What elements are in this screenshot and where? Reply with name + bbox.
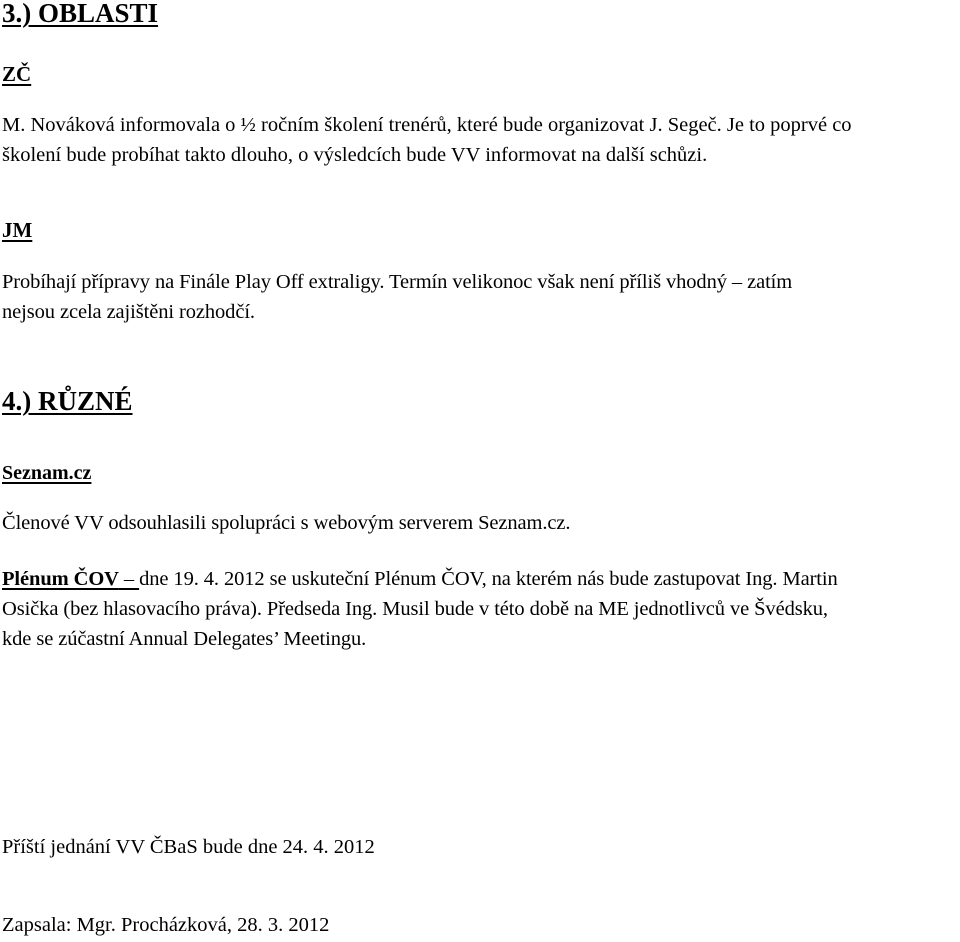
- zc-paragraph: [2, 110, 852, 170]
- plenum-paragraph: [2, 564, 838, 654]
- seznam-heading: Seznam.cz: [2, 462, 92, 484]
- jm-paragraph: [2, 267, 792, 327]
- plenum-line-3: kde se zúčastní Annual Delegates’ Meetingu.: [2, 628, 367, 650]
- section-4-heading: 4.) RŮZNÉ: [2, 386, 133, 416]
- jm-heading: JM: [2, 218, 33, 242]
- zc-line-2: školení bude probíhat takto dlouho, o výsledcích bude VV informovat na další schůzi.: [2, 144, 708, 166]
- jm-line-2: nejsou zcela zajištěni rozhodčí.: [2, 301, 255, 323]
- plenum-line-1: [2, 564, 838, 594]
- section-3-heading: 3.) OBLASTI: [2, 0, 159, 28]
- plenum-dash: –: [118, 568, 140, 590]
- recorded-by: Zapsala: Mgr. Procházková, 28. 3. 2012: [2, 914, 330, 936]
- next-meeting: Příští jednání VV ČBaS bude dne 24. 4. 2012: [2, 836, 375, 858]
- plenum-line-2: Osička (bez hlasovacího práva). Předseda Ing. Musil bude v této době na ME jednotlivců ve Švédsku,: [2, 598, 828, 620]
- plenum-line-1-text: dne 19. 4. 2012 se uskuteční Plénum ČOV, na kterém nás bude zastupovat Ing. Martin: [139, 568, 838, 590]
- zc-line-1: M. Nováková informovala o ½ ročním školení trenérů, které bude organizovat J. Segeč. Je to poprvé co: [2, 114, 852, 136]
- jm-line-1: Probíhají přípravy na Finále Play Off extraligy. Termín velikonoc však není příliš vhodný – zatím: [2, 271, 793, 293]
- plenum-heading: Plénum ČOV: [2, 568, 119, 590]
- zc-heading: ZČ: [2, 62, 32, 86]
- seznam-text: Členové VV odsouhlasili spolupráci s webovým serverem Seznam.cz.: [2, 512, 571, 534]
